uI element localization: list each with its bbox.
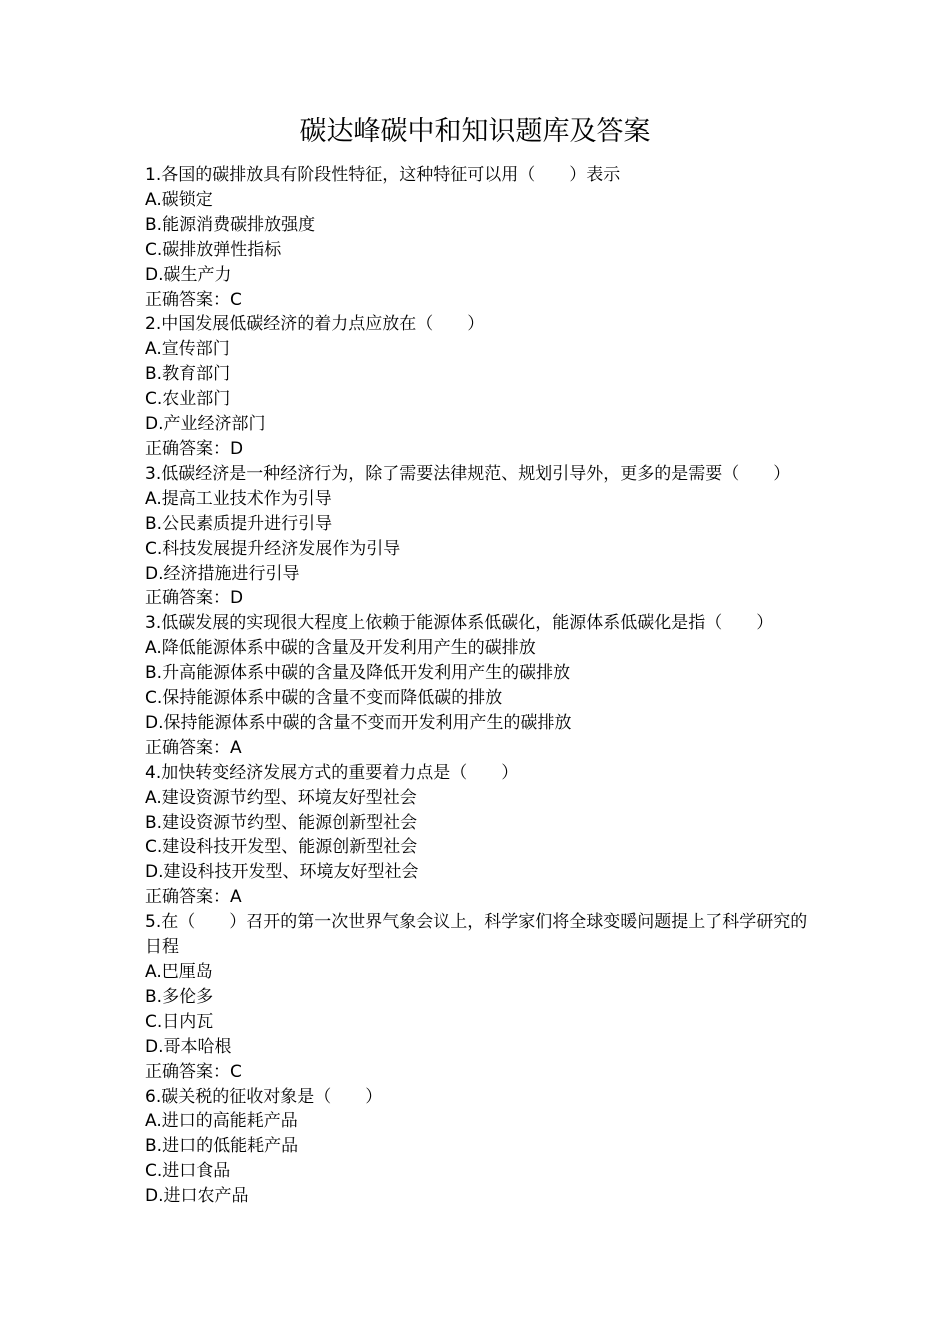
answer-line: 正确答案：A (145, 737, 242, 758)
option-a: A.提高工业技术作为引导 (145, 488, 332, 509)
question-stem: 6.碳关税的征收对象是（ ） (145, 1086, 383, 1107)
option-b: B.建设资源节约型、能源创新型社会 (145, 812, 418, 833)
question-block (145, 163, 820, 312)
option-c: C.农业部门 (145, 389, 231, 410)
option-b: B.进口的低能耗产品 (145, 1136, 299, 1157)
answer-line: 正确答案：D (145, 438, 244, 459)
question-list (145, 163, 820, 1209)
option-c: C.进口食品 (145, 1161, 231, 1182)
question-block (145, 312, 820, 461)
option-b: B.能源消费碳排放强度 (145, 214, 316, 235)
question-block (145, 910, 820, 1084)
option-a: A.进口的高能耗产品 (145, 1111, 298, 1132)
question-block (145, 462, 820, 611)
answer-line: 正确答案：A (145, 887, 242, 908)
option-d: D.产业经济部门 (145, 414, 266, 435)
option-d: D.经济措施进行引导 (145, 563, 300, 584)
option-a: A.降低能源体系中碳的含量及开发利用产生的碳排放 (145, 638, 536, 659)
option-a: A.建设资源节约型、环境友好型社会 (145, 787, 417, 808)
question-stem: 3.低碳发展的实现很大程度上依赖于能源体系低碳化，能源体系低碳化是指（ ） (145, 613, 774, 634)
option-d: D.建设科技开发型、环境友好型社会 (145, 862, 419, 883)
option-c: C.日内瓦 (145, 1011, 214, 1032)
option-a: A.碳锁定 (145, 189, 213, 210)
question-block (145, 761, 820, 910)
document-title: 碳达峰碳中和知识题库及答案 (299, 116, 651, 147)
option-b: B.教育部门 (145, 364, 231, 385)
question-block (145, 611, 820, 760)
answer-line: 正确答案：C (145, 1061, 242, 1082)
question-stem: 1.各国的碳排放具有阶段性特征，这种特征可以用（ ）表示 (145, 165, 621, 185)
option-c: C.科技发展提升经济发展作为引导 (145, 538, 401, 559)
option-d: D.进口农产品 (145, 1186, 249, 1207)
question-stem: 3.低碳经济是一种经济行为，除了需要法律规范、规划引导外，更多的是需要（ ） (145, 463, 791, 484)
option-c: C.碳排放弹性指标 (145, 239, 282, 260)
option-d: D.保持能源体系中碳的含量不变而开发利用产生的碳排放 (145, 712, 572, 733)
answer-line: 正确答案：C (145, 289, 242, 310)
answer-line: 正确答案：D (145, 588, 244, 609)
option-c: C.建设科技开发型、能源创新型社会 (145, 837, 418, 858)
question-stem: 2.中国发展低碳经济的着力点应放在（ ） (145, 314, 485, 335)
question-block (145, 1085, 820, 1210)
option-a: A.巴厘岛 (145, 962, 213, 982)
option-b: B.升高能源体系中碳的含量及降低开发利用产生的碳排放 (145, 663, 571, 684)
question-stem: 4.加快转变经济发展方式的重要着力点是（ ） (145, 762, 519, 783)
option-d: D.哥本哈根 (145, 1036, 232, 1057)
option-b: B.公民素质提升进行引导 (145, 513, 333, 534)
option-a: A.宣传部门 (145, 339, 230, 360)
option-d: D.碳生产力 (145, 264, 232, 285)
option-c: C.保持能源体系中碳的含量不变而降低碳的排放 (145, 688, 503, 709)
option-b: B.多伦多 (145, 986, 214, 1007)
question-stem: 5.在（ ）召开的第一次世界气象会议上，科学家们将全球变暖问题提上了科学研究的日程 (145, 912, 808, 958)
